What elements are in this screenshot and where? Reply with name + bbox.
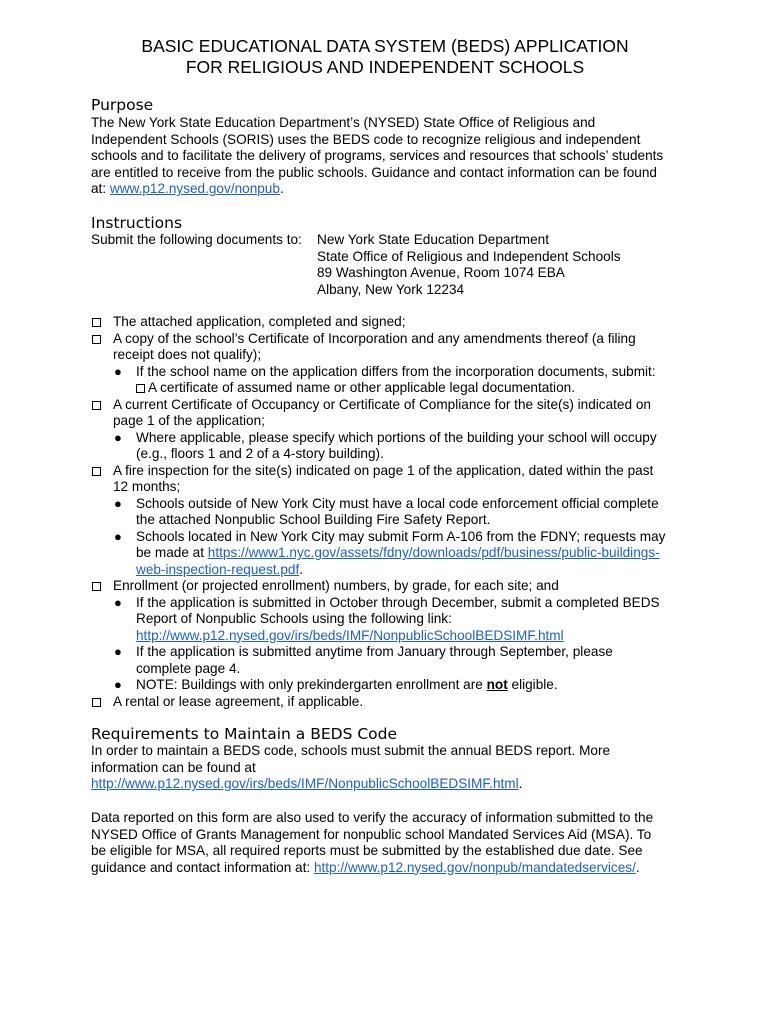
note-prefix: NOTE: Buildings with only prekindergarten enrollment are [136,677,487,692]
item-occupancy-cont: page 1 of the application; [113,413,265,428]
msa-line: be eligible for MSA, all required reports must be submitted by the established due date. See [91,843,643,858]
bullet-nyc-fdny-cont2 [136,562,303,579]
item-fire-inspection: A fire inspection for the site(s) indicated on page 1 of the application, dated within the past [113,462,654,478]
bullet-jan-sep-cont: complete page 4. [136,660,241,676]
fdny-link[interactable]: https://www1.nyc.gov/assets/fdny/downloads/pdf/business/public-buildings- [207,545,660,560]
address-line: New York State Education Department [317,232,549,247]
item-fire-inspection-cont: 12 months; [113,479,181,494]
sub-item-text: A certificate of assumed name or other applicable legal documentation. [148,380,575,395]
requirements-heading: Requirements to Maintain a BEDS Code [91,725,398,743]
bullet-outside-nyc-cont: the attached Nonpublic School Building Fire Safety Report. [136,512,491,527]
bullet-nyc-fdny-cont [136,545,660,562]
mandated-services-link[interactable]: http://www.p12.nysed.gov/nonpub/mandatedservices/ [313,859,636,875]
checkbox[interactable] [92,314,101,331]
purpose-heading: Purpose [91,96,154,114]
requirements-suffix: . [518,776,523,791]
submit-label: Submit the following documents to: [91,232,302,247]
checkbox[interactable] [92,694,101,711]
requirements-line: information can be found at [91,759,256,775]
requirements-paragraph-1 [91,743,691,793]
beds-imf-link [136,628,564,645]
fdny-suffix: . [299,561,303,577]
item-incorporation-cont: receipt does not qualify); [113,347,262,362]
msa-last-prefix: guidance and contact information at: [91,859,314,875]
bullet-school-name: If the school name on the application differs from the incorporation documents, submit: [136,363,656,379]
bullet: ● [114,644,122,659]
msa-line [91,860,691,877]
msa-line: NYSED Office of Grants Management for nonpublic school Mandated Services Aid (MSA). To [91,826,652,842]
checkbox[interactable] [136,384,145,393]
msa-line: Data reported on this form are also used to verify the accuracy of information submitted to the [91,810,654,825]
bullet: ● [114,495,122,511]
bullet-oct-dec: If the application is submitted in October through December, submit a completed BEDS [136,594,660,610]
bullet-outside-nyc: Schools outside of New York City must have a local code enforcement official complete [136,495,659,511]
beds-imf-link-anchor[interactable]: http://www.p12.nysed.gov/irs/beds/IMF/NonpublicSchoolBEDSIMF.html [136,627,564,643]
fdny-prefix: be made at [136,545,208,560]
bullet: ● [114,528,122,544]
requirements-paragraph-2 [91,810,691,876]
purpose-line: are entitled to receive from the public schools. Guidance and contact information can be found [91,164,657,180]
address-line: Albany, New York 12234 [317,281,465,297]
requirements-line: In order to maintain a BEDS code, schools must submit the annual BEDS report. More [91,743,611,758]
bullet-nyc-fdny: Schools located in New York City may submit Form A-106 from the FDNY; requests may [136,528,666,544]
item-attached-application: The attached application, completed and signed; [113,314,406,329]
address-line: 89 Washington Avenue, Room 1074 EBA [317,265,565,280]
msa-suffix: . [635,859,640,875]
note-emphasis: not [486,677,508,692]
sub-item-assumed-name [136,380,575,397]
item-enrollment: Enrollment (or projected enrollment) numbers, by grade, for each site; and [113,578,559,593]
note-suffix: eligible. [507,677,558,692]
purpose-line: Independent Schools (SORIS) uses the BEDS code to recognize religious and independent [91,131,641,147]
requirements-line [91,776,691,793]
instructions-heading: Instructions [91,214,183,232]
bullet-building-portions: Where applicable, please specify which portions of the building your school will occupy [136,429,657,445]
bullet: ● [114,429,122,445]
bullet-note-prek [136,677,558,694]
document-title-line-1: BASIC EDUCATIONAL DATA SYSTEM (BEDS) APPLICATION [141,36,629,56]
address-line: State Office of Religious and Independent Schools [317,248,621,264]
purpose-line [91,181,691,198]
document-title-line-2: FOR RELIGIOUS AND INDEPENDENT SCHOOLS [185,57,585,77]
item-occupancy: A current Certificate of Occupancy or Certificate of Compliance for the site(s) indicated on [113,396,651,412]
fdny-link-cont[interactable]: web-inspection-request.pdf [136,561,300,577]
purpose-last-suffix: . [279,181,284,196]
item-incorporation: A copy of the school’s Certificate of Incorporation and any amendments thereof (a filing [113,330,636,346]
checkbox[interactable] [92,578,101,595]
bullet: ● [114,677,122,692]
item-rental-lease: A rental or lease agreement, if applicable. [113,693,364,709]
purpose-paragraph [91,115,691,198]
bullet-building-portions-cont: (e.g., floors 1 and 2 of a 4-story building). [136,446,384,461]
bullet-jan-sep: If the application is submitted anytime from January through September, please [136,644,613,659]
checkbox[interactable] [92,397,101,414]
purpose-last-prefix: at: [91,181,110,196]
bullet: ● [114,594,122,610]
checkbox[interactable] [92,463,101,480]
beds-imf-link-2[interactable]: http://www.p12.nysed.gov/irs/beds/IMF/NonpublicSchoolBEDSIMF.html [91,776,519,791]
bullet-oct-dec-cont: Report of Nonpublic Schools using the following link: [136,611,452,626]
nonpub-link[interactable]: www.p12.nysed.gov/nonpub [109,181,280,196]
purpose-line: schools and to facilitate the delivery of programs, services and resources that schools’ students [91,148,664,163]
purpose-line: The New York State Education Department’s (NYSED) State Office of Religious and [91,115,596,130]
bullet: ● [114,363,122,379]
checkbox[interactable] [92,331,101,348]
